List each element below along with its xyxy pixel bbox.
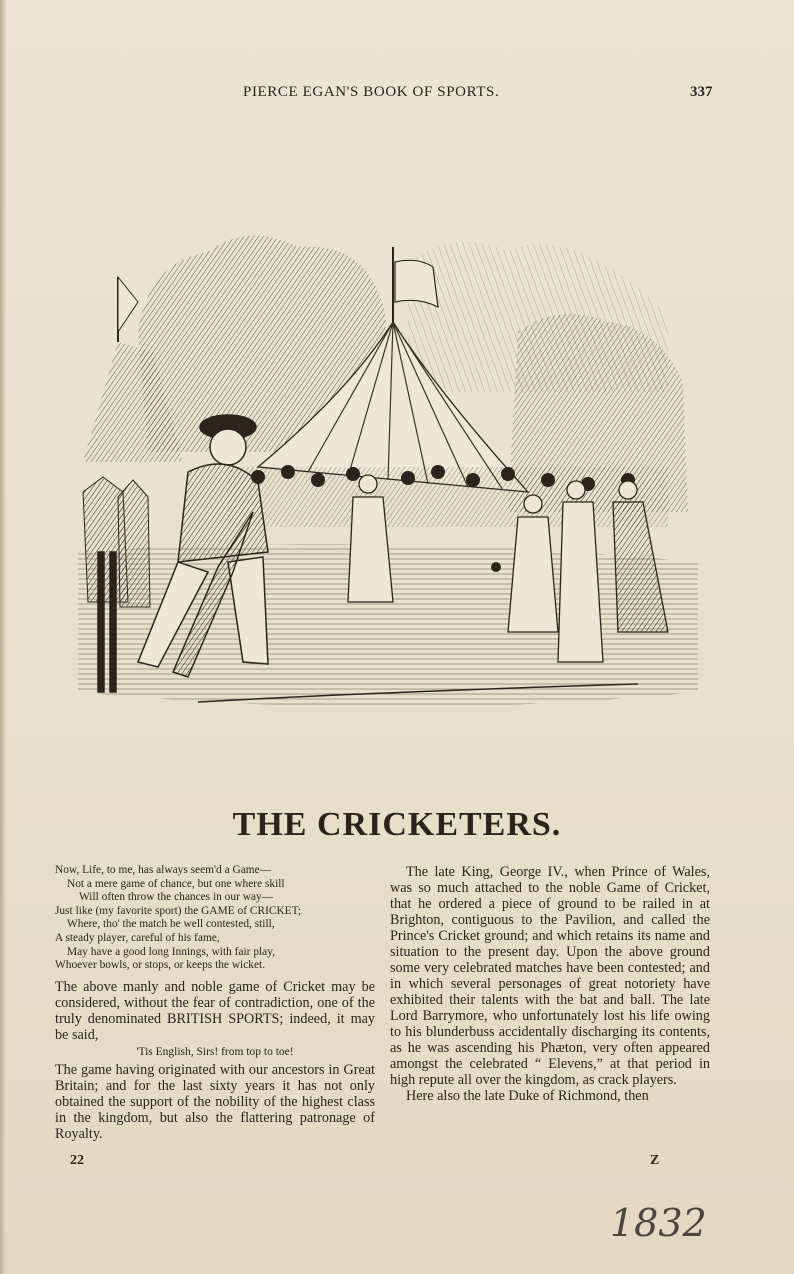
poem-line: Will often throw the chances in our way— — [79, 891, 274, 904]
signature-mark-right: Z — [650, 1153, 660, 1168]
paragraph: Here also the late Duke of Richmond, then — [406, 1088, 649, 1104]
running-head-title: PIERCE EGAN'S BOOK OF SPORTS. — [243, 84, 500, 100]
poem-line: Not a mere game of chance, but one where skill — [67, 877, 285, 890]
poem-line: May have a good long Innings, with fair play, — [67, 945, 276, 958]
poem-line: A steady player, careful of his fame, — [55, 931, 220, 944]
poem-line: Just like (my favorite sport) the GAME of CRICKET; — [55, 904, 302, 917]
handwritten-date — [608, 1196, 718, 1248]
paragraph: The late King, George IV., when Prince of Wales, was so much attached to the noble Game of Cricket, that he ordered a piece of ground to be railed in at Brighton, contiguous to the Pavilion, and called the Prince's Cricket ground; and which retains its name and situation to the present day. Upon the above ground some very celebrated matches have been contested; and in which several personages of great notoriety have exhibited their talents with the bat and ball. The late Lord Barrymore, who unfortunately lost his life owing to his blunderbuss accidentally discharging its contents, as he was ascending his Phæton, very often appeared amongst the celebrated “ Elevens,” at that period in high repute all over the kingdom, as crack players. — [390, 864, 710, 1088]
page-edge — [0, 0, 6, 1274]
quote-line: 'Tis English, Sirs! from top to toe! — [136, 1045, 294, 1058]
poem-line: Where, tho' the match be well contested, still, — [67, 918, 275, 931]
left-column — [55, 864, 375, 1142]
running-head — [0, 84, 794, 106]
poem-line: Now, Life, to me, has always seem'd a Game— — [55, 864, 272, 876]
svg-text:1832: 1832 — [610, 1201, 707, 1245]
paragraph: The above manly and noble game of Cricket may be considered, without the fear of contradiction, one of the truly denominated BRITISH SPORTS; indeed, it may be said, — [55, 978, 375, 1043]
paragraph: The game having originated with our ancestors in Great Britain; and for the last sixty years it has not only obtained the support of the nobility of the highest class in the kingdom, but also the flattering patronage of Royalty. — [55, 1061, 375, 1142]
page-number: 337 — [690, 84, 713, 100]
signature-mark-left: 22 — [70, 1153, 84, 1168]
poem-line: Whoever bowls, or stops, or keeps the wicket. — [55, 959, 266, 972]
article-title: THE CRICKETERS. — [232, 806, 562, 843]
right-column — [390, 864, 710, 1104]
epigraph-poem — [55, 864, 375, 973]
cricket-match-engraving-icon — [78, 222, 698, 727]
